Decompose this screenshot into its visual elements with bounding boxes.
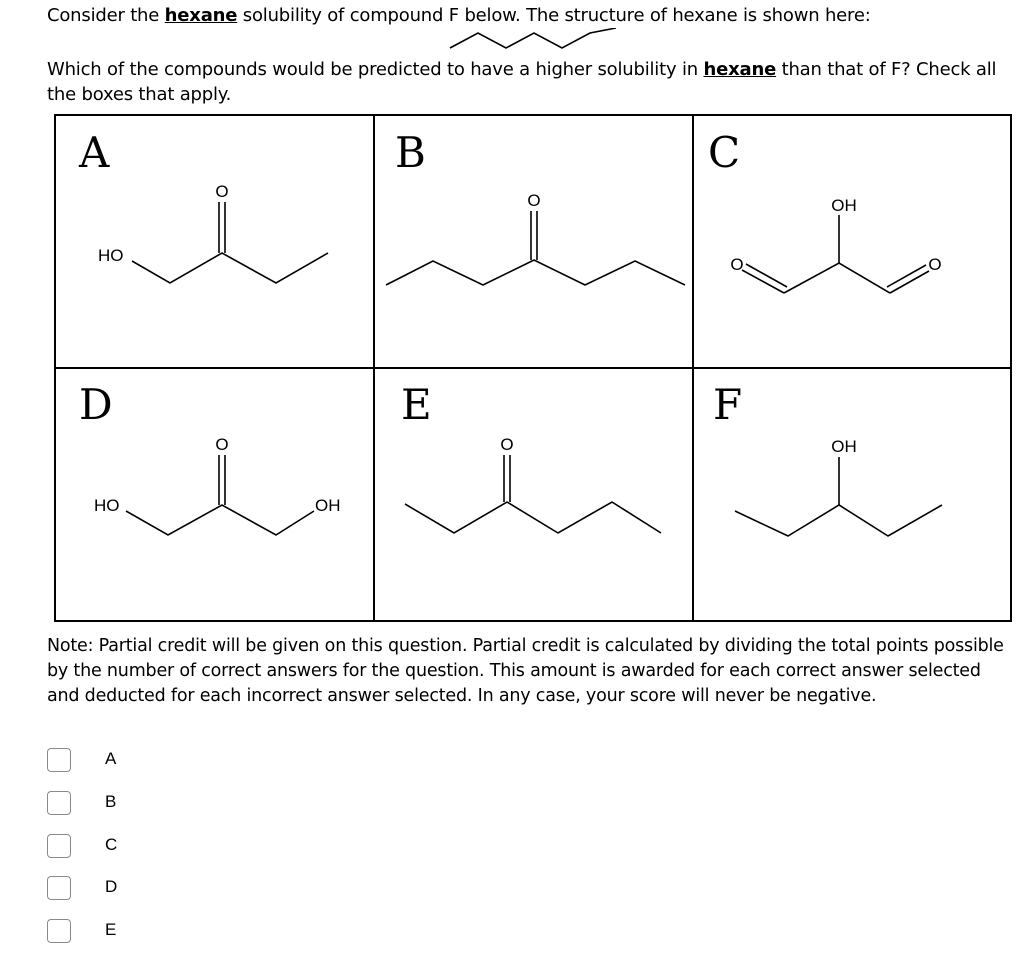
compound-cell-e bbox=[375, 369, 692, 622]
compound-cell-a bbox=[56, 116, 373, 368]
compound-a-structure bbox=[56, 116, 373, 368]
atom-o-top: O bbox=[500, 435, 514, 454]
compound-d-structure bbox=[56, 369, 373, 622]
question-line-2-prefix: Which of the compounds would be predicted to have a higher solubility in bbox=[47, 59, 704, 80]
checkbox-e[interactable] bbox=[47, 919, 71, 943]
partial-credit-note: Note: Partial credit will be given on this question. Partial credit is calculated by dividing the total points possible by the number of correct answers for the question. This amount is awarded for each correct answer selected and deducted for each incorrect answer selected. In any case, your score will never be negative. bbox=[47, 636, 1004, 706]
option-d[interactable] bbox=[47, 876, 247, 900]
compound-label-c: C bbox=[708, 128, 741, 177]
compound-e-structure bbox=[375, 369, 692, 622]
checkbox-c[interactable] bbox=[47, 834, 71, 858]
atom-oh-top: OH bbox=[831, 437, 857, 456]
option-label-d: D bbox=[105, 877, 118, 896]
question-line-1-suffix: solubility of compound F below. The structure of hexane is shown here: bbox=[237, 5, 871, 26]
compound-b-structure bbox=[375, 116, 692, 368]
checkbox-b[interactable] bbox=[47, 791, 71, 815]
question-line-2 bbox=[47, 57, 1022, 107]
atom-o-left: O bbox=[730, 255, 744, 274]
compound-cell-c bbox=[694, 116, 1012, 368]
compound-f-structure bbox=[694, 369, 1012, 622]
option-a[interactable] bbox=[47, 748, 247, 772]
compound-cell-b bbox=[375, 116, 692, 368]
checkbox-a[interactable] bbox=[47, 748, 71, 772]
atom-ho-left: HO bbox=[94, 496, 120, 515]
compound-label-d: D bbox=[79, 380, 113, 429]
compound-label-a: A bbox=[79, 128, 110, 177]
option-b[interactable] bbox=[47, 791, 247, 815]
atom-o-top: O bbox=[215, 182, 229, 201]
compound-cell-f bbox=[694, 369, 1012, 622]
question-line-1 bbox=[47, 3, 871, 28]
question-line-2-suffix: than that of F? Check all the boxes that apply. bbox=[47, 59, 997, 105]
atom-o-top: O bbox=[215, 435, 229, 454]
compound-label-f: F bbox=[713, 380, 743, 429]
atom-o-top: O bbox=[527, 191, 541, 210]
compound-label-e: E bbox=[401, 380, 432, 429]
atom-oh-right: OH bbox=[315, 496, 341, 515]
atom-ho-left: HO bbox=[98, 246, 124, 265]
option-label-b: B bbox=[105, 792, 117, 811]
option-label-e: E bbox=[105, 920, 117, 939]
checkbox-d[interactable] bbox=[47, 876, 71, 900]
option-label-a: A bbox=[105, 749, 117, 768]
atom-oh-top: OH bbox=[831, 196, 857, 215]
atom-o-right: O bbox=[928, 255, 942, 274]
compound-label-b: B bbox=[395, 128, 426, 177]
question-line-1-prefix: Consider the bbox=[47, 5, 165, 26]
option-c[interactable] bbox=[47, 834, 247, 858]
hexane-structure bbox=[448, 28, 618, 50]
compound-cell-d bbox=[56, 369, 373, 622]
option-label-c: C bbox=[105, 835, 118, 854]
option-e[interactable] bbox=[47, 919, 247, 943]
compound-grid bbox=[54, 114, 1012, 622]
hexane-keyword-2: hexane bbox=[703, 59, 777, 80]
compound-c-structure bbox=[694, 116, 1012, 368]
hexane-keyword: hexane bbox=[164, 5, 238, 26]
